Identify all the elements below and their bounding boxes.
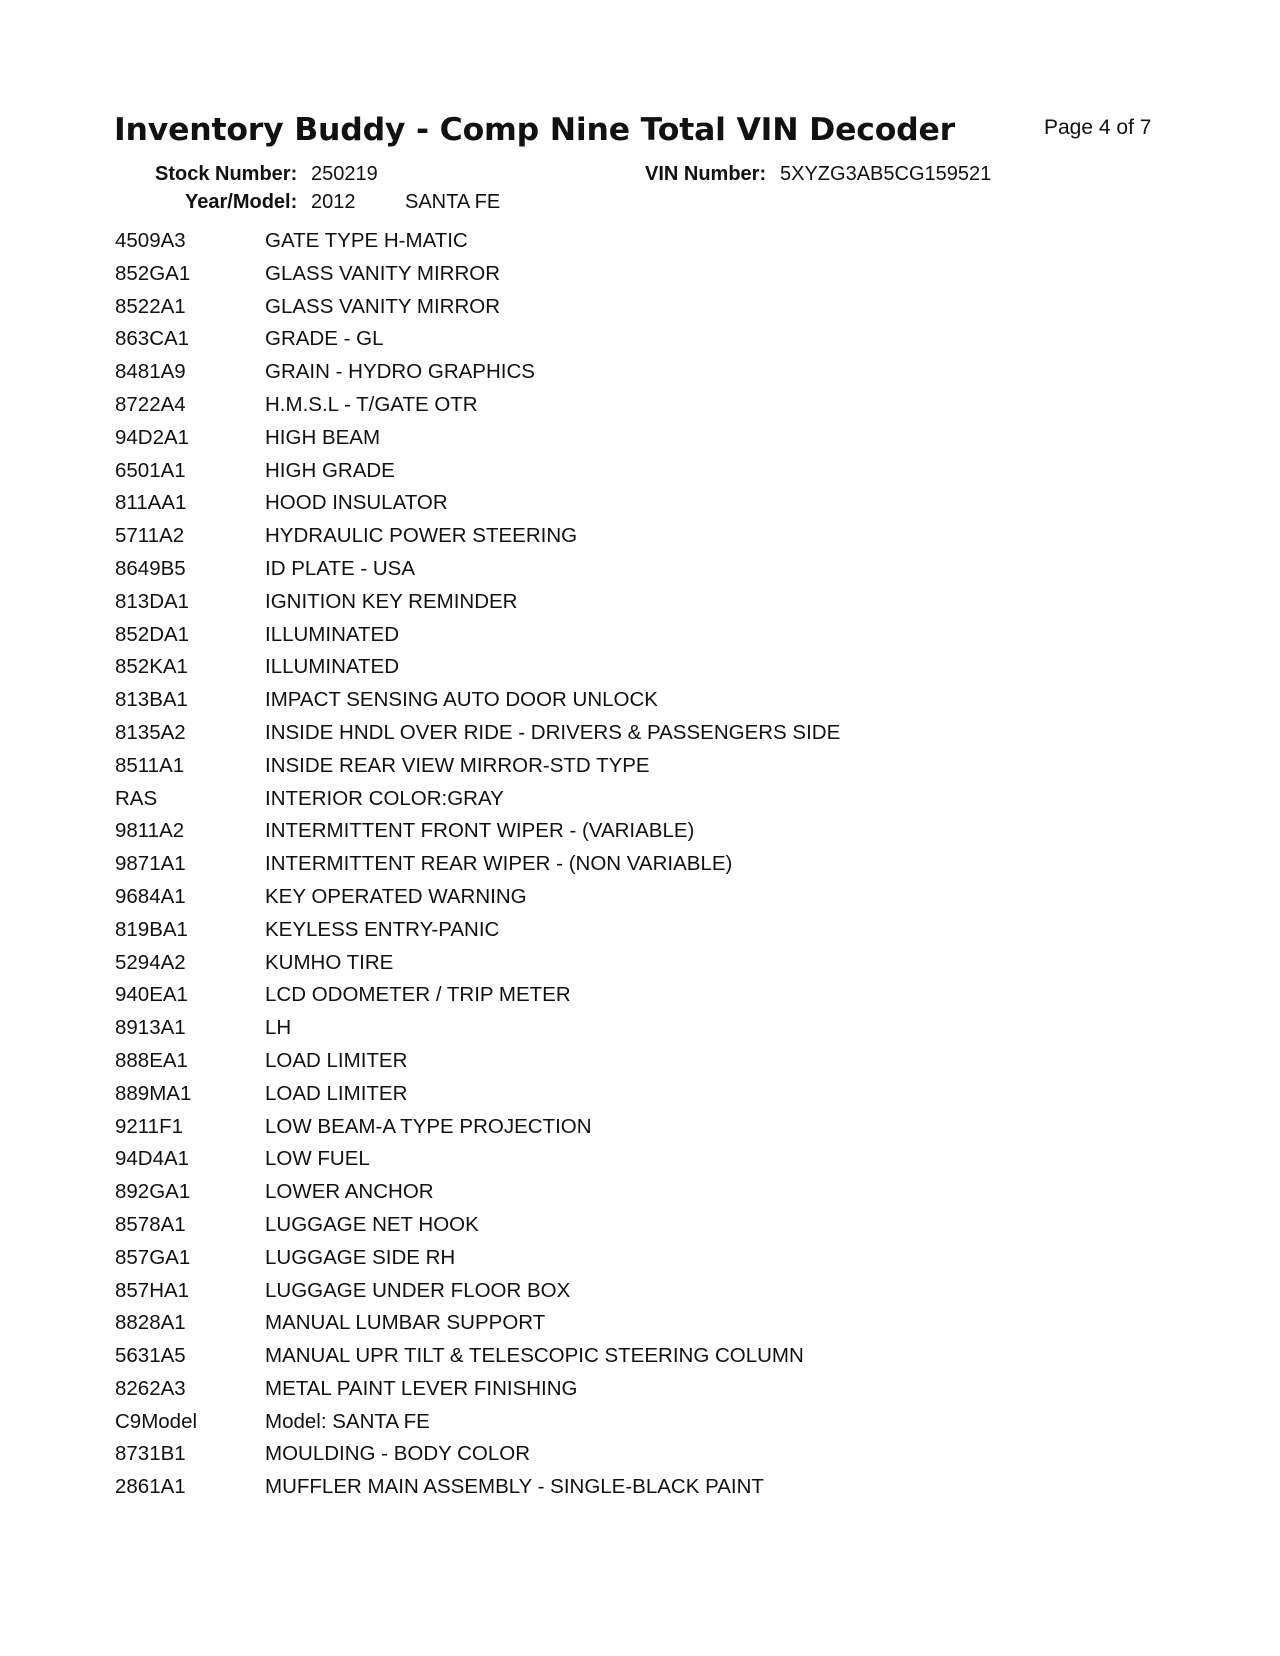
option-code: 94D4A1	[115, 1147, 190, 1171]
option-description: HOOD INSULATOR	[265, 491, 448, 515]
option-code: 889MA1	[115, 1081, 192, 1105]
option-description: GRADE - GL	[265, 327, 384, 351]
option-code: 5294A2	[115, 950, 186, 974]
option-description: LOAD LIMITER	[265, 1081, 408, 1105]
year-model-label: Year/Model:	[185, 191, 298, 213]
option-description: GLASS VANITY MIRROR	[265, 294, 501, 318]
option-description: LOWER ANCHOR	[265, 1180, 434, 1204]
option-code: 852KA1	[115, 655, 188, 679]
option-description: INTERIOR COLOR:GRAY	[265, 786, 504, 810]
option-code: 857HA1	[115, 1278, 190, 1302]
option-description: MUFFLER MAIN ASSEMBLY - SINGLE-BLACK PAINT	[265, 1475, 764, 1499]
option-code: 811AA1	[115, 491, 187, 515]
option-code: RAS	[115, 786, 158, 810]
option-description: GATE TYPE H-MATIC	[265, 229, 468, 252]
option-description: GLASS VANITY MIRROR	[265, 261, 501, 285]
option-description: GRAIN - HYDRO GRAPHICS	[265, 360, 535, 384]
option-description: HYDRAULIC POWER STEERING	[265, 524, 578, 548]
option-code: 8828A1	[115, 1311, 186, 1335]
stock-number-value: 250219	[311, 163, 378, 185]
option-code: 940EA1	[115, 983, 188, 1007]
option-description: INSIDE REAR VIEW MIRROR-STD TYPE	[265, 753, 650, 777]
option-code: 892GA1	[115, 1180, 191, 1204]
option-description: ILLUMINATED	[265, 655, 400, 679]
option-code: 9811A2	[115, 819, 185, 843]
option-code: 8135A2	[115, 720, 186, 744]
page-title: Inventory Buddy - Comp Nine Total VIN Decoder	[114, 112, 956, 148]
option-description: ILLUMINATED	[265, 622, 400, 646]
option-description: LOAD LIMITER	[265, 1048, 408, 1072]
page-number: Page 4 of 7	[1044, 116, 1152, 139]
option-description: KUMHO TIRE	[265, 950, 394, 974]
option-code: 813DA1	[115, 589, 190, 613]
option-code: 8913A1	[115, 1016, 186, 1040]
option-code: 813BA1	[115, 688, 188, 712]
option-description: IMPACT SENSING AUTO DOOR UNLOCK	[265, 688, 658, 712]
option-code: 9871A1	[115, 852, 186, 876]
option-code: 8649B5	[115, 556, 186, 580]
option-code: 8578A1	[115, 1212, 186, 1236]
option-description: MANUAL LUMBAR SUPPORT	[265, 1311, 546, 1335]
option-code: 9211F1	[115, 1114, 184, 1138]
option-code: 2861A1	[115, 1475, 186, 1499]
option-code: 6501A1	[115, 458, 186, 482]
option-code: 8522A1	[115, 294, 186, 318]
option-description: H.M.S.L - T/GATE OTR	[265, 392, 478, 416]
option-code: 8731B1	[115, 1442, 186, 1466]
option-description: HIGH GRADE	[265, 458, 395, 482]
option-description: LOW FUEL	[265, 1147, 370, 1171]
option-description: LUGGAGE NET HOOK	[265, 1212, 479, 1236]
option-code: 863CA1	[115, 327, 190, 351]
option-description: Model: SANTA FE	[265, 1409, 430, 1433]
option-code: 857GA1	[115, 1245, 191, 1269]
option-code: 4509A3	[115, 229, 186, 252]
option-description: LH	[265, 1016, 292, 1040]
option-description: ID PLATE - USA	[265, 556, 415, 580]
option-description: INTERMITTENT REAR WIPER - (NON VARIABLE)	[265, 852, 733, 876]
option-code: 94D2A1	[115, 425, 190, 449]
vin-number-label: VIN Number:	[645, 163, 767, 185]
option-description: LCD ODOMETER / TRIP METER	[265, 983, 571, 1007]
option-code: 8481A9	[115, 360, 186, 384]
option-code: 852GA1	[115, 261, 191, 285]
option-description: MANUAL UPR TILT & TELESCOPIC STEERING COLUMN	[265, 1344, 804, 1368]
option-description: LOW BEAM-A TYPE PROJECTION	[265, 1114, 592, 1138]
option-code: 8262A3	[115, 1376, 186, 1400]
option-code: 8511A1	[115, 753, 185, 777]
vin-number-value: 5XYZG3AB5CG159521	[780, 163, 992, 185]
option-description: METAL PAINT LEVER FINISHING	[265, 1376, 578, 1400]
option-code: 819BA1	[115, 917, 188, 941]
option-code: 852DA1	[115, 622, 190, 646]
option-description: LUGGAGE UNDER FLOOR BOX	[265, 1278, 571, 1302]
option-description: INSIDE HNDL OVER RIDE - DRIVERS & PASSENGERS SIDE	[265, 720, 841, 744]
option-description: MOULDING - BODY COLOR	[265, 1442, 531, 1466]
model-value: SANTA FE	[405, 191, 501, 213]
option-description: INTERMITTENT FRONT WIPER - (VARIABLE)	[265, 819, 695, 843]
option-code: C9Model	[115, 1409, 198, 1433]
option-description: KEY OPERATED WARNING	[265, 884, 527, 908]
option-code: 8722A4	[115, 392, 186, 416]
option-code: 888EA1	[115, 1048, 188, 1072]
option-code: 9684A1	[115, 884, 186, 908]
option-description: HIGH BEAM	[265, 425, 381, 449]
year-value: 2012	[311, 191, 356, 213]
option-description: KEYLESS ENTRY-PANIC	[265, 917, 500, 941]
option-code: 5711A2	[115, 524, 185, 548]
option-description: IGNITION KEY REMINDER	[265, 589, 518, 613]
option-description: LUGGAGE SIDE RH	[265, 1245, 456, 1269]
option-code: 5631A5	[115, 1344, 186, 1368]
stock-number-label: Stock Number:	[155, 163, 298, 185]
